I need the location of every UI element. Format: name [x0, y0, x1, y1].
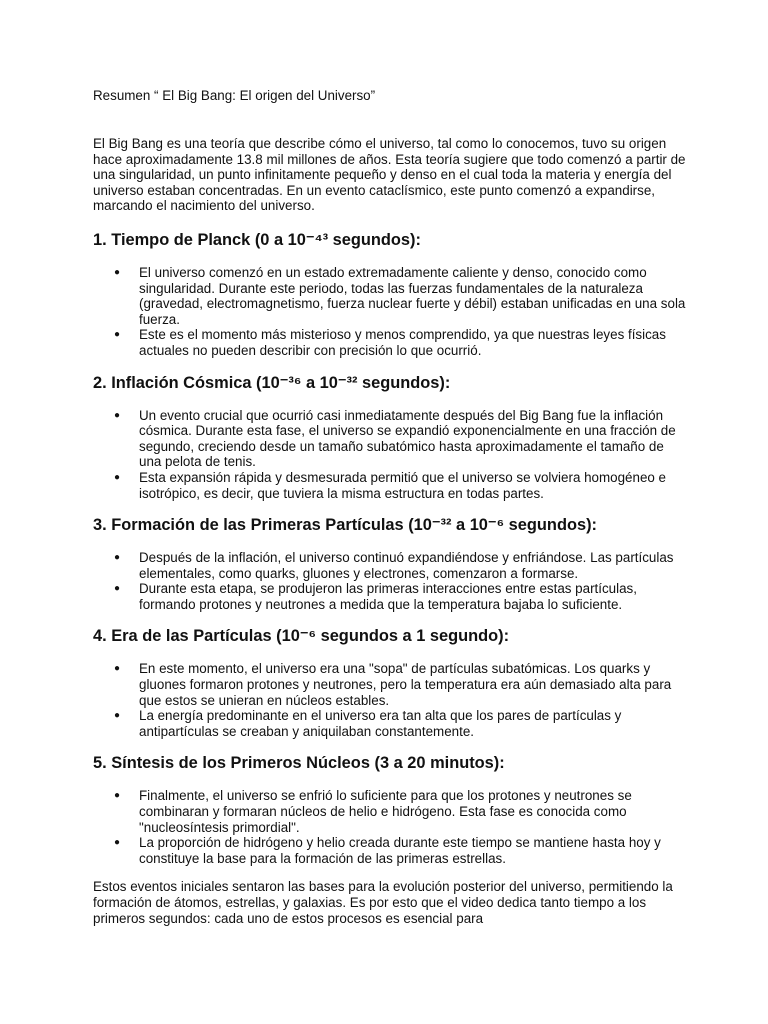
bullet-icon: ●: [114, 837, 121, 849]
section-heading: 5. Síntesis de los Primeros Núcleos (3 a 20 minutos):: [93, 754, 505, 773]
bullet-list: [93, 408, 688, 502]
bullet-list: [93, 661, 688, 739]
section-heading: 2. Inflación Cósmica (10⁻³⁶ a 10⁻³² segundos):: [93, 373, 451, 392]
section-3: [93, 515, 688, 612]
section-1: [93, 230, 688, 359]
bullet-icon: ●: [114, 471, 121, 483]
closing-paragraph: Estos eventos iniciales sentaron las bases para la evolución posterior del universo, permitiendo la formación de átomos, estrellas, y galaxias. Es por esto que el video dedica tanto tiempo a los primeros segundos: cada uno de estos procesos es esencial para: [93, 879, 673, 926]
bullet-text: Durante esta etapa, se produjeron las primeras interacciones entre estas partículas, formando protones y neutrones a medida que la temperatura bajaba lo suficiente.: [139, 581, 637, 612]
bullet-icon: ●: [114, 663, 121, 675]
bullet-text: La energía predominante en el universo era tan alta que los pares de partículas y antipartículas se creaban y aniquilaban constantemente.: [139, 708, 622, 739]
list-item: [93, 550, 688, 581]
bullet-text: Esta expansión rápida y desmesurada permitió que el universo se volviera homogéneo e isotrópico, es decir, que tuviera la misma estructura en todas partes.: [139, 469, 667, 501]
list-item: [93, 265, 688, 327]
list-item: [93, 408, 688, 470]
list-item: [93, 835, 688, 866]
intro-paragraph: El Big Bang es una teoría que describe cómo el universo, tal como lo conocemos, tuvo su origen hace aproximadamente 13.8 mil millones de años. Esta teoría sugiere que todo comenzó a partir de una singularidad, un punto infinitamente pequeño y denso en el cual toda la materia y energía del universo estaban concentradas. En un evento cataclísmico, este punto comenzó a expandirse, marcando el nacimiento del universo.: [93, 136, 686, 214]
bullet-icon: ●: [114, 329, 121, 341]
bullet-text: Este es el momento más misterioso y menos comprendido, ya que nuestras leyes físicas actuales no pueden describir con precisión lo que ocurrió.: [139, 327, 666, 358]
bullet-icon: ●: [114, 409, 121, 421]
section-5: [93, 753, 688, 866]
bullet-icon: ●: [114, 266, 121, 278]
bullet-list: [93, 265, 688, 359]
bullet-icon: ●: [114, 790, 121, 802]
list-item: [93, 581, 688, 612]
section-heading: 4. Era de las Partículas (10⁻⁶ segundos a 1 segundo):: [93, 627, 510, 646]
section-4: [93, 626, 688, 739]
bullet-icon: ●: [114, 552, 121, 564]
section-2: [93, 373, 688, 502]
bullet-icon: ●: [114, 583, 121, 595]
bullet-text: En este momento, el universo era una "sopa" de partículas subatómicas. Los quarks y gluones formaron protones y neutrones, pero la temperatura era aún demasiado alta para que estos se unieran en núcleos estables.: [139, 661, 672, 708]
sections-container: [93, 230, 688, 866]
list-item: [93, 708, 688, 739]
section-heading: 3. Formación de las Primeras Partículas (10⁻³² a 10⁻⁶ segundos):: [93, 516, 597, 535]
bullet-text: Un evento crucial que ocurrió casi inmediatamente después del Big Bang fue la inflación cósmica. Durante esta fase, el universo se expandió exponencialmente en una fracción de segundo, creciendo desde un tamaño subatómico hasta aproximadamente el tamaño de una pelota de tenis.: [139, 407, 676, 470]
list-item: [93, 661, 688, 708]
bullet-icon: ●: [114, 710, 121, 722]
bullet-list: [93, 550, 688, 612]
bullet-text: Después de la inflación, el universo continuó expandiéndose y enfriándose. Las partículas elementales, como quarks, gluones y electrones, comenzaron a formarse.: [139, 550, 674, 581]
bullet-text: La proporción de hidrógeno y helio creada durante este tiempo se mantiene hasta hoy y constituye la base para la formación de las primeras estrellas.: [139, 835, 661, 866]
bullet-list: [93, 788, 688, 866]
bullet-text: El universo comenzó en un estado extremadamente caliente y denso, conocido como singularidad. Durante este periodo, todas las fuerzas fundamentales de la naturaleza (gravedad, electromagnetismo, fuerza nuclear fuerte y débil) estaban unificadas en una sola fuerza.: [139, 264, 686, 327]
list-item: [93, 470, 688, 501]
document-title: Resumen “ El Big Bang: El origen del Universo”: [93, 88, 376, 103]
list-item: [93, 327, 688, 358]
list-item: [93, 788, 688, 835]
section-heading: 1. Tiempo de Planck (0 a 10⁻⁴³ segundos):: [93, 230, 421, 249]
bullet-text: Finalmente, el universo se enfrió lo suficiente para que los protones y neutrones se combinaran y formaran núcleos de helio e hidrógeno. Esta fase es conocida como "nucleosíntesis primordial".: [139, 788, 632, 835]
